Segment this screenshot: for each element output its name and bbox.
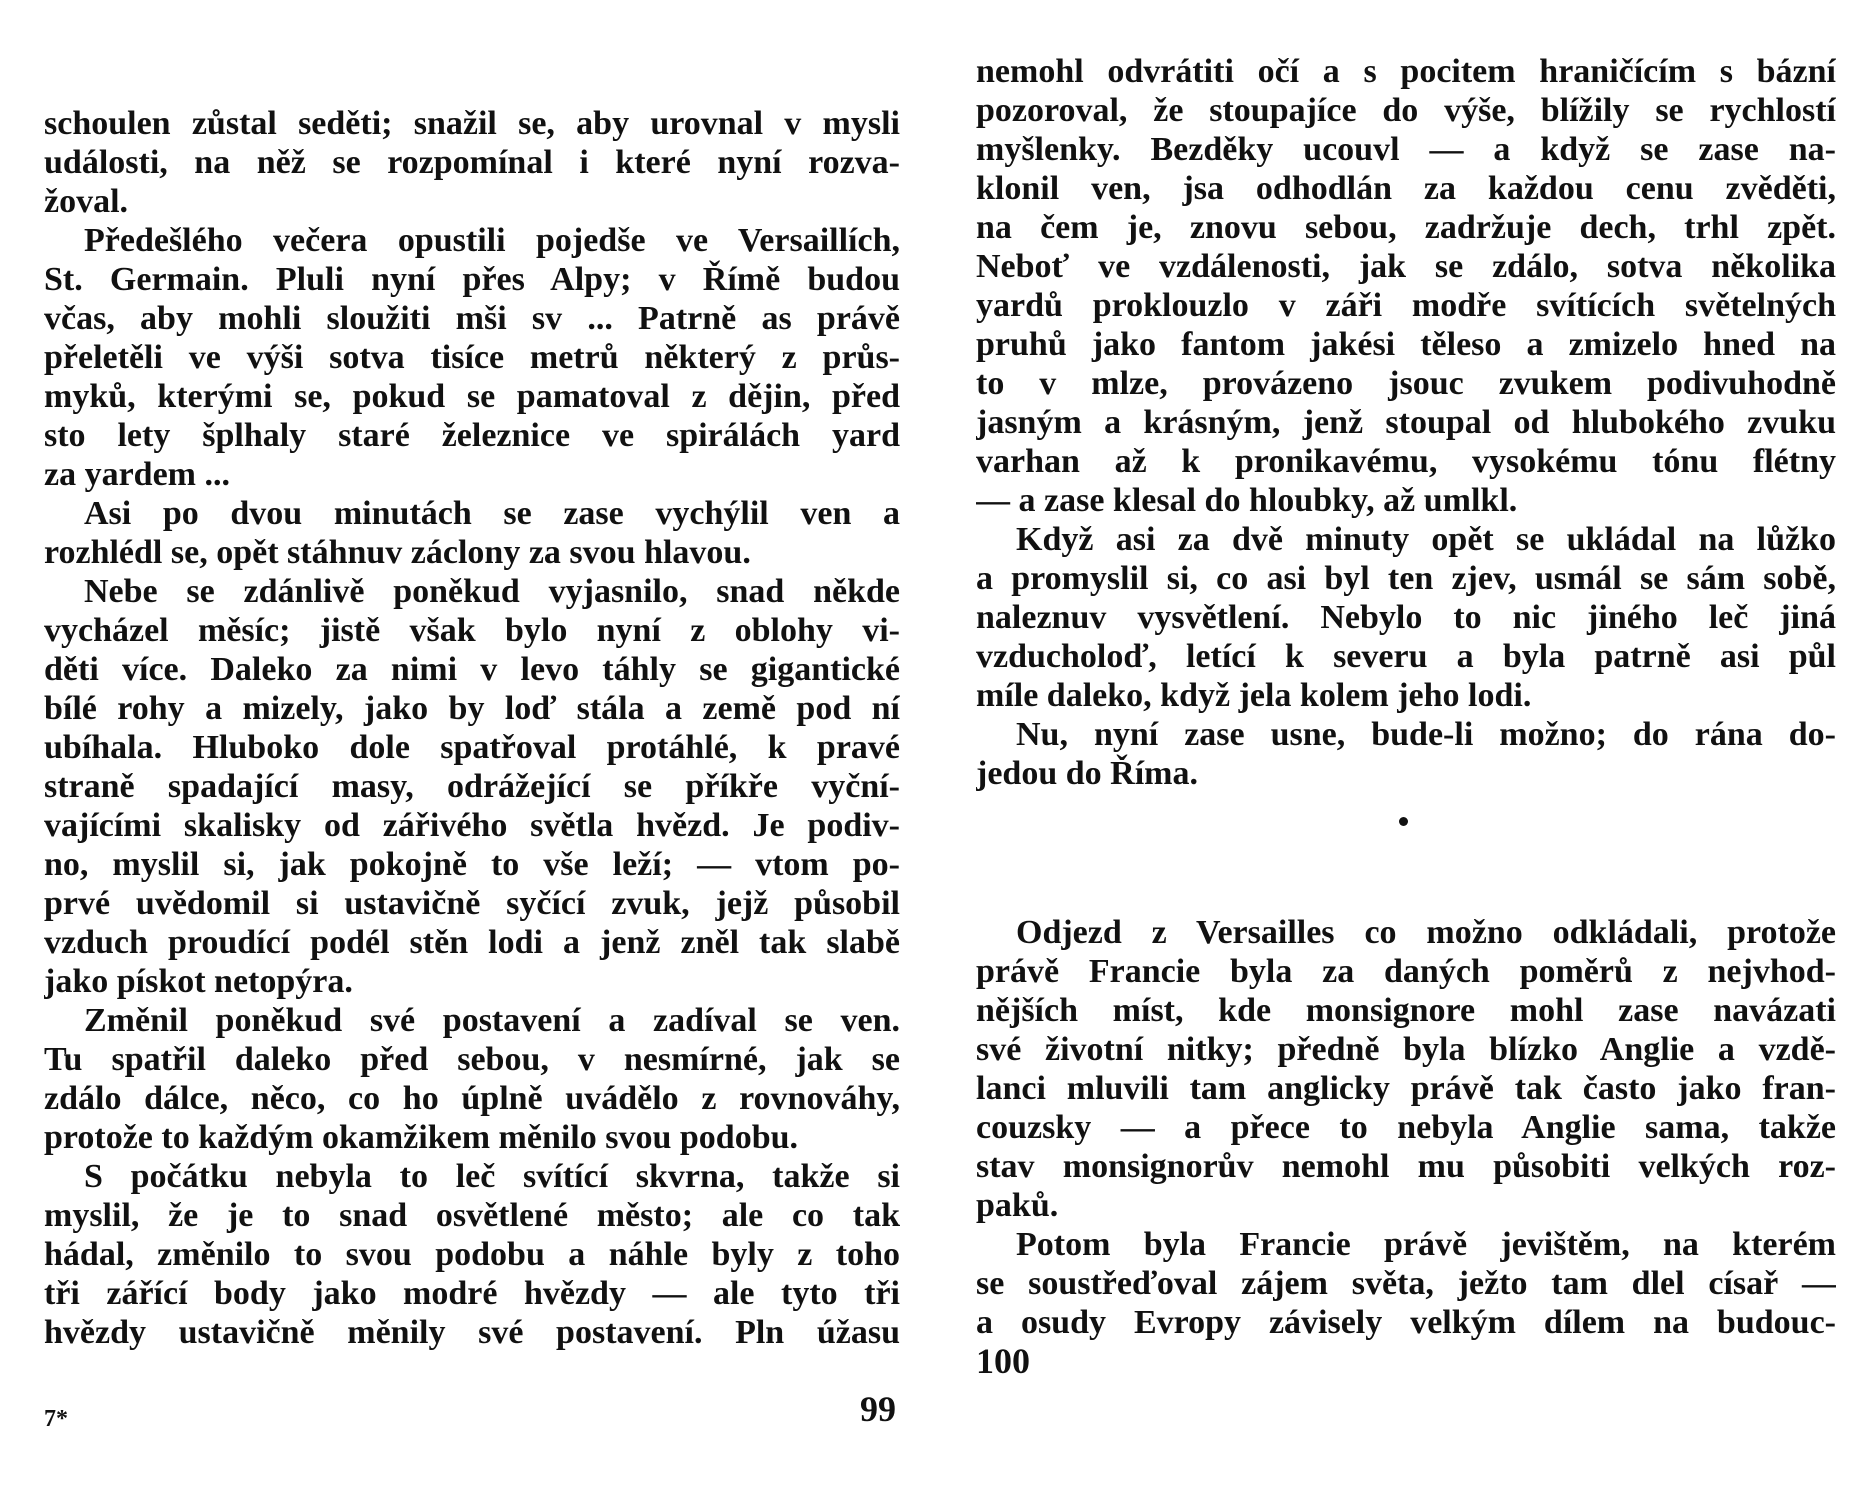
text-line: pozoroval, že stoupajíce do výše, blížily se rychlostí [976,92,1836,129]
section-dot-icon [1399,817,1408,826]
text-line: ubíhala. Hluboko dole spatřoval protáhlé, k pravé [44,729,900,766]
signature-mark: 7* [44,1406,68,1432]
paragraph [976,913,1836,1225]
text-line: míle daleko, když jela kolem jeho lodi. [976,677,1532,714]
paragraph [976,715,1836,793]
text-line: St. Germain. Pluli nyní přes Alpy; v Římě budou [44,261,900,298]
text-line: hvězdy ustavičně měnily své postavení. Pln úžasu [44,1314,900,1351]
text-line: sto lety šplhaly staré železnice ve spirálách yard [44,417,900,454]
text-line: zdálo dálce, něco, co ho úplně uvádělo z rovnováhy, [44,1080,900,1117]
text-line: vzducholoď, letící k severu a byla patrně asi půl [976,638,1836,675]
text-line: prvé uvědomil si ustavičně syčící zvuk, jejž působil [44,885,900,922]
text-line: Když asi za dvě minuty opět se ukládal na lůžko [1016,521,1836,558]
text-line: myšlenky. Bezděky ucouvl — a když se zase na- [976,131,1836,168]
text-line: Předešlého večera opustili pojedše ve Versaillích, [84,222,900,259]
text-line: Asi po dvou minutách se zase vychýlil ven a [84,495,900,532]
text-line: přeletěli ve výši sotva tisíce metrů některý z průs- [44,339,900,376]
left-page [44,0,900,1500]
text-line: straně spadající masy, odrážející se příkře vyční- [44,768,900,805]
paragraph [44,104,900,221]
text-line: jasným a krásným, jenž stoupal od hlubokého zvuku [976,404,1836,441]
text-line: nějších míst, kde monsignore mohl zase navázati [976,992,1836,1029]
text-line: pruhů jako fantom jakési těleso a zmizelo hned na [976,326,1836,363]
left-page-text [44,104,900,1352]
right-page [976,0,1836,1500]
text-line: hádal, změnilo to svou podobu a náhle byly z toho [44,1236,900,1273]
text-line: stav monsignorův nemohl mu působiti velkých roz- [976,1148,1836,1185]
text-line: paků. [976,1187,1059,1224]
text-line: S počátku nebyla to leč svítící skvrna, takže si [84,1158,900,1195]
paragraph [44,494,900,572]
text-line: myslil, že je to snad osvětlené město; ale co tak [44,1197,900,1234]
text-line: právě Francie byla za daných poměrů z nejvhod- [976,953,1836,990]
text-line: bílé rohy a mizely, jako by loď stála a země pod ní [44,690,900,727]
text-line: Odjezd z Versailles co možno odkládali, protože [1016,914,1836,951]
paragraph [44,572,900,1001]
text-line: Potom byla Francie právě jevištěm, na kterém [1016,1226,1836,1263]
paragraph [976,1225,1836,1342]
paragraph [44,1001,900,1157]
text-line: vycházel měsíc; jistě však bylo nyní z oblohy vi- [44,612,900,649]
text-line: myků, kterými se, pokud se pamatoval z dějin, před [44,378,900,415]
text-line: Změnil poněkud své postavení a zadíval se ven. [84,1002,900,1039]
text-line: klonil ven, jsa odhodlán za každou cenu zvěděti, [976,170,1836,207]
text-line: vajícími skalisky od zářivého světla hvězd. Je podiv- [44,807,900,844]
text-line: včas, aby mohli sloužiti mši sv ... Patrně as právě [44,300,900,337]
paragraph [44,221,900,494]
page-number: 100 [976,1341,1030,1381]
text-line: nemohl odvrátiti očí a s pocitem hraničícím s bázní [976,53,1836,90]
text-line: rozhlédl se, opět stáhnuv záclony za svou hlavou. [44,534,751,571]
text-line: vzduch proudící podél stěn lodi a jenž zněl tak slabě [44,924,900,961]
text-line: události, na něž se rozpomínal i které nyní rozva- [44,144,900,181]
text-line: žoval. [44,183,129,220]
text-line: a osudy Evropy závisely velkým dílem na budouc- [976,1304,1836,1341]
text-line: děti více. Daleko za nimi v levo táhly se gigantické [44,651,900,688]
text-line: no, myslil si, jak pokojně to vše leží; — vtom po- [44,846,900,883]
text-line: couzsky — a přece to nebyla Anglie sama, takže [976,1109,1836,1146]
text-line: své životní nitky; předně byla blízko Anglie a vzdě- [976,1031,1836,1068]
page-number: 99 [860,1389,896,1429]
text-line: lanci mluvili tam anglicky právě tak často jako fran- [976,1070,1836,1107]
paragraph [976,52,1836,520]
text-line: jedou do Říma. [976,755,1198,792]
text-line: — a zase klesal do hloubky, až umlkl. [976,482,1518,519]
text-line: schoulen zůstal seděti; snažil se, aby urovnal v mysli [44,105,900,142]
right-page-text [976,52,1836,1342]
text-line: varhan až k pronikavému, vysokému tónu flétny [976,443,1836,480]
paragraph [976,520,1836,715]
text-line: tři zářící body jako modré hvězdy — ale tyto tři [44,1275,900,1312]
text-line: to v mlze, provázeno jsouc zvukem podivuhodně [976,365,1836,402]
text-line: jako pískot netopýra. [44,963,353,1000]
text-line: yardů proklouzlo v záři modře svítících světelných [976,287,1836,324]
text-line: na čem je, znovu sebou, zadržuje dech, trhl zpět. [976,209,1836,246]
text-line: se soustřeďoval zájem světa, ježto tam dlel císař — [976,1265,1836,1302]
text-line: a promyslil si, co asi byl ten zjev, usmál se sám sobě, [976,560,1836,597]
paragraph [44,1157,900,1352]
section-divider [976,793,1836,913]
text-line: Nebe se zdánlivě poněkud vyjasnilo, snad někde [84,573,900,610]
text-line: protože to každým okamžikem měnilo svou podobu. [44,1119,799,1156]
text-line: naleznuv vysvětlení. Nebylo to nic jiného leč jiná [976,599,1836,636]
text-line: Tu spatřil daleko před sebou, v nesmírné, jak se [44,1041,900,1078]
text-line: Nu, nyní zase usne, bude-li možno; do rána do- [1016,716,1836,753]
text-line: Neboť ve vzdálenosti, jak se zdálo, sotva několika [976,248,1836,285]
text-line: za yardem ... [44,456,231,493]
